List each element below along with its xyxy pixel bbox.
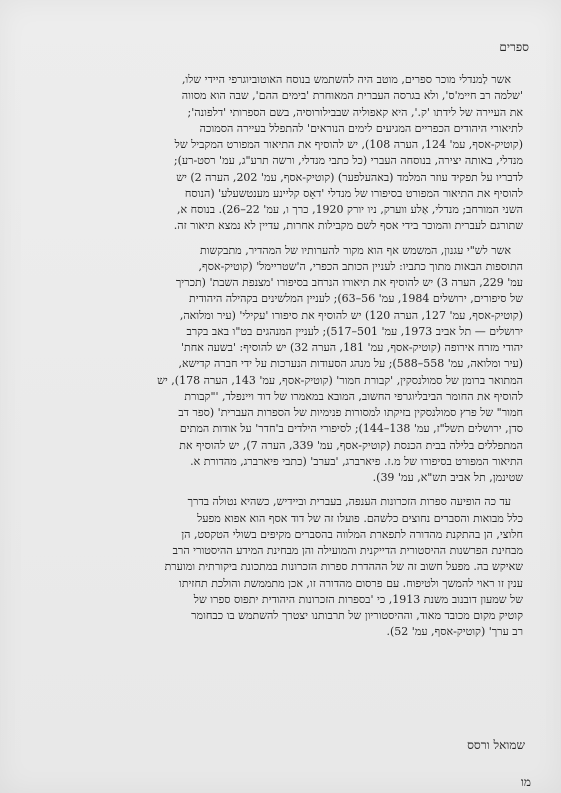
text-line: השני המורחב; מנדלי, אַלע ווערק, ניו יורק 1920, כרך ו, עמ' 22–26). בנוסח א, (176, 203, 523, 216)
text-line: (קוטיק-אסף, עמ' 127, הערה 120) יש להוסיף את סיפורו 'עקילי' (עיר ומלואה, (179, 308, 523, 322)
text-line: לדבריו על תפקיד עוזר המלמד (באהעלפער) (קוטיק-אסף, עמ' 202, הערה 2) יש (176, 170, 523, 184)
paragraph-agnon (18, 243, 523, 487)
text-line: של סיפורים, ירושלים 1984, עמ' 56–63); לעניין המלשינים בקהילה היהודית (189, 292, 523, 306)
text-line: את העיירה של לידתו 'ק.', היא קאפוליה שבבילורוסיה, בשם הספרותי 'דלפונה'; (187, 105, 523, 119)
text-line: אשר לש"י עגנון, המשמש אף הוא מקור להערותיו של המהדיר, מתבקשות (199, 243, 511, 257)
text-line: התוספות הבאות מתוך כתביו: לעניין הכותב הכפרי, ה'שטריימל' (קוטיק-אסף, (198, 259, 523, 273)
text-line: מנדלי, באותה יצירה, בנוסחה העברי (כל כתבי מנדלי, ורשה תרע"ג, עמ' רסט-רע); (173, 154, 523, 168)
text-line: עמ' 229, הערה 3) יש להוסיף את תיאורו הנרחב בסיפורו 'מצנפת השבת' (תכריך (175, 276, 523, 289)
author-signature: שמואל ורסס (467, 738, 525, 752)
text-line: המתפללים בלילה בבית הכנסת (קוטיק-אסף, עמ' 339, הערה 7), יש להוסיף את (179, 438, 523, 452)
text-line: עד כה הופיעה ספרות הזכרונות הענפה, בעברית וביידיש, כשהיא נטולה בדרך (187, 495, 511, 509)
text-line: חמור" של פרץ סמולנסקין בזיקתו למסורות פנימיות של הספרות העברית' (ספר דב (178, 406, 523, 419)
text-line: כלל מבואות והסברים נחוצים כלשהם. פועלו זה של דוד אסף הוא אפוא מפעל (197, 511, 523, 525)
text-line: (קוטיק-אסף, עמ' 124, הערה 108), יש להוסיף את התיאור המפורט המקביל של (174, 138, 523, 151)
text-line: חלוצי, הן בהתקנת מהדורה לתפארת המלווה בהסברים מקיפים בשולי הטקסט, הן (181, 527, 523, 541)
text-line: שאיקש בה. מפעל חשוב זה של הההדרת ספרות הזכרונות במתכונת ביקורתית ומוערת (164, 560, 523, 574)
text-line: התיאור המפורט בסיפורו של מ.ז. פיארברג, 'בערב' (כתבי פיארברג, מהדורת א. (190, 454, 523, 468)
text-line: אשר לַמנדלי מוכר ספרים, מוטב היה להשתמש בנוסח האוטוביוגרפי היידי שלו, (181, 73, 511, 86)
text-line: להוסיף את החומר הביבליוגרפי החשוב, המובא במאמרו של דוד ויינפלד, '"קבורת (184, 389, 523, 403)
text-line: מבחינת הפרשנות ההיסטורית הדייקנית והמועילה והן מבחינת המידע ההיסטורי הרב (172, 544, 523, 557)
text-line: שתורגם לעברית והמוכר בידי אסף לשם מקבילות אחרות, עדיין לא נמצא תיאור זה. (173, 219, 523, 233)
text-line: להוסיף את התיאור המפורט בסיפורו של מנדלי 'דאָס קליינע מענטשעלע' (הנוסח (184, 186, 523, 200)
text-line: שטינמן, תל אביב תש"א, עמ' 39). (372, 471, 523, 484)
text-line: ירושלים — תל אביב 1973, עמ' 501–517); לעניין המנהגים בט"ו באב בקרב (186, 324, 523, 338)
page-number: מו (520, 775, 531, 789)
text-line: (עיר ומלואה, עמ' 558–588); על מנהג הסעודות הנערכות על ידי חברה קדישא, (178, 357, 523, 371)
text-line: רב ערך' (קוטיק-אסף, עמ' 52). (386, 625, 523, 639)
paragraph-conclusion (18, 494, 523, 640)
running-head-title: ספרים (499, 40, 529, 54)
text-line: של שמעון דובנוב משנת 1913, כי 'בספרות הזכרונות היהודית יתפוס ספרו של (193, 592, 523, 606)
review-body (18, 72, 523, 649)
text-line: 'שלמה רב חיימ'ס', ולא בגרסה העברית המאוחרת 'בימים ההם', שבה הוא מסווה (181, 89, 523, 103)
text-line: קוטיק מקום מכובד מאוד, וההיסטוריון של תרבותנו יצטרך להשתמש בו כבחומר (191, 609, 523, 622)
text-line: ענין זו ראוי להמשך ולטיפוח. עם פרסום מהדורה זו, אכן מתממשת והולכת תחזיתו (179, 576, 523, 590)
text-line: לתיאורי היהודים הכפריים המגיעים לימים הנוראים' להתפלל בעיירה הסמוכה (199, 121, 523, 135)
text-line: המתואר ברומן של סמולנסקין, 'קבורת חמור' (קוטיק-אסף, עמ' 143, הערה 178), יש (157, 373, 523, 387)
text-line: סדן, ירושלים תשל"ז, עמ' 138–144); לסיפורי הילדים ב'חדר' על אודות המתים (179, 422, 523, 436)
paragraph-mendele (18, 72, 523, 235)
text-line: יהודי מזרח אירופה (קוטיק-אסף, עמ' 181, הערה 32) יש להוסיף: 'בשעה אחת' (180, 341, 523, 354)
